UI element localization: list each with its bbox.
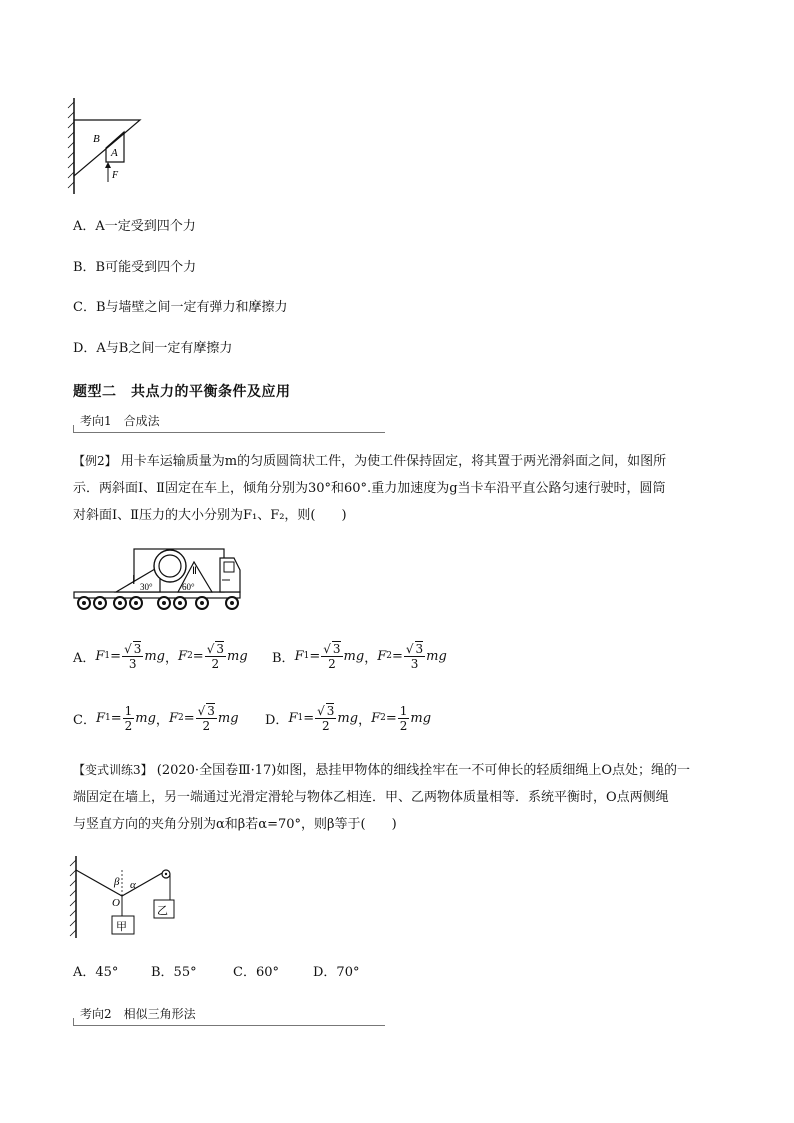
- variant-3-line-1: (2020·全国卷Ⅲ·17)如图，悬挂甲物体的细线拴牢在一不可伸长的轻质细绳上O点处；绳的一: [156, 763, 691, 778]
- figure-rope-pulley: [66, 852, 196, 944]
- fraction: $\frac{√ 3}{2}$: [197, 704, 215, 733]
- fraction: $\frac{√ 3}{2}$: [317, 704, 335, 733]
- label-f: F: [112, 170, 119, 181]
- variant-3-line-2: 端固定在墙上，另一端通过光滑定滑轮与物体乙相连．甲、乙两物体质量相等．系统平衡时，O点两侧绳: [73, 790, 669, 805]
- kaoxiang-1-tick: [73, 425, 74, 433]
- v3-option-a: A．45°: [73, 965, 119, 980]
- ex2-option-d: D． F 1 = $\frac{√ 3}{2}$ mg ， F 2 = $\frac{1}{2}$ mg: [265, 703, 432, 733]
- example-2-line-2: 示．两斜面Ⅰ、Ⅱ固定在车上，倾角分别为30°和60°.重力加速度为g当卡车沿平直公路匀速行驶时，圆筒: [73, 481, 666, 496]
- mass-jia-label: 甲: [116, 920, 127, 933]
- variant-3-tag: 【变式训练3】: [73, 763, 153, 777]
- example-2-line-1: 用卡车运输质量为m的匀质圆筒状工件，为使工件保持固定，将其置于两光滑斜面之间，如图所: [120, 454, 667, 469]
- fraction: $\frac{√ 3}{3}$: [124, 642, 142, 671]
- figure-wall-wedge: [60, 90, 160, 200]
- kaoxiang-2-label: 考向2 相似三角形法: [80, 1007, 196, 1021]
- mass-yi-label: 乙: [157, 904, 168, 917]
- slope-i-label: Ⅰ: [132, 573, 136, 587]
- v3-option-d: D．70°: [313, 965, 360, 980]
- kaoxiang-1-underline: [73, 432, 385, 433]
- ex2-option-a: A． F 1 = $\frac{√ 3}{3}$ mg ， F 2 = $\frac{√ 3}{2}$ mg: [73, 642, 248, 671]
- beta-label: β: [114, 876, 120, 888]
- fraction: $\frac{1}{2}$: [399, 703, 408, 733]
- kaoxiang-2-tick: [73, 1018, 74, 1026]
- v3-option-b: B．55°: [151, 965, 197, 980]
- fraction: $\frac{√ 3}{3}$: [405, 642, 424, 671]
- variant-3-line-3: 与竖直方向的夹角分别为α和β若α=70°，则β等于( ): [73, 817, 397, 832]
- ex2-option-b: B． F 1 = $\frac{√ 3}{2}$ mg ， F 2 = $\frac{√ 3}{3}$ mg: [272, 642, 447, 671]
- q1-option-c: C．B与墙壁之间一定有弹力和摩擦力: [73, 300, 288, 315]
- example-2-tag: 【例2】: [73, 454, 117, 468]
- q1-option-a: A．A一定受到四个力: [73, 219, 196, 234]
- label-a: A: [111, 147, 118, 159]
- alpha-label: α: [130, 879, 136, 891]
- example-2-line-3: 对斜面Ⅰ、Ⅱ压力的大小分别为F₁、F₂，则( ): [73, 508, 347, 523]
- ex2-option-c: C． F 1 = $\frac{1}{2}$ mg ， F 2 = $\frac{√ 3}{2}$ mg: [73, 703, 239, 733]
- variant-3: [73, 757, 723, 838]
- q1-option-b: B．B可能受到四个力: [73, 260, 197, 275]
- v3-option-c: C．60°: [233, 965, 279, 980]
- fraction: $\frac{√ 3}{2}$: [323, 642, 341, 671]
- label-b: B: [93, 133, 100, 145]
- angle-30-label: 30°: [140, 582, 153, 592]
- point-o-label: O: [112, 897, 120, 909]
- kaoxiang-1-label: 考向1 合成法: [80, 414, 160, 428]
- fraction: $\frac{√ 3}{2}$: [206, 642, 224, 671]
- figure-truck: [72, 544, 252, 616]
- section-heading: 题型二 共点力的平衡条件及应用: [73, 384, 291, 400]
- kaoxiang-2-underline: [73, 1025, 385, 1026]
- fraction: $\frac{1}{2}$: [124, 703, 133, 733]
- example-2: [73, 448, 723, 529]
- angle-60-label: 60°: [182, 582, 195, 592]
- q1-option-d: D．A与B之间一定有摩擦力: [73, 341, 233, 356]
- slope-ii-label: Ⅱ: [192, 566, 197, 577]
